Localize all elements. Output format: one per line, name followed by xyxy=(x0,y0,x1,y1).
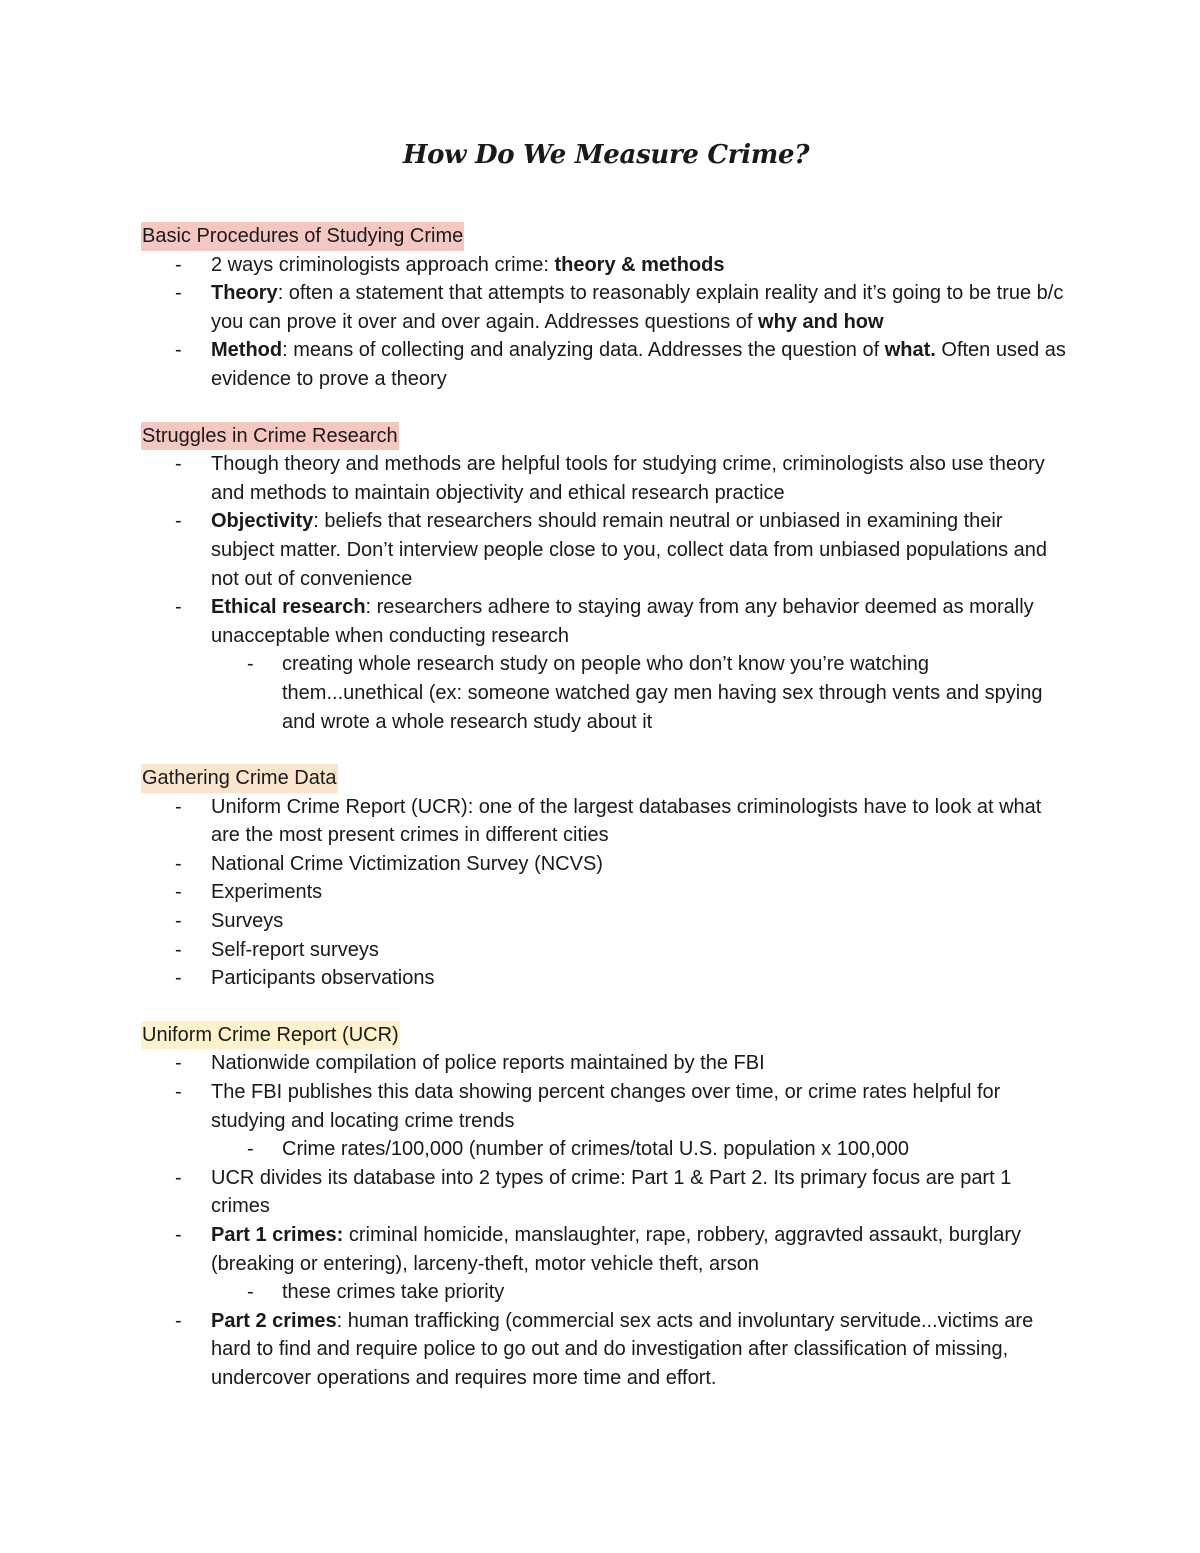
list-item xyxy=(141,450,1071,507)
sub-list-item xyxy=(141,1135,1071,1164)
bold-text: Theory xyxy=(211,282,278,305)
list-item xyxy=(141,850,1071,879)
text-run: The FBI publishes this data showing percent changes over time, or crime rates helpful for studying and locating crime trends xyxy=(211,1081,1001,1132)
section xyxy=(141,422,1071,737)
list-item xyxy=(141,793,1071,850)
text-run: Uniform Crime Report (UCR): one of the largest databases criminologists have to look at what are the most present crimes in different cities xyxy=(211,795,1042,847)
bold-text: Part 2 crimes xyxy=(211,1309,337,1332)
text-run: Nationwide compilation of police reports maintained by the FBI xyxy=(211,1052,765,1075)
list-item xyxy=(141,279,1071,336)
bold-text: Objectivity xyxy=(211,510,314,533)
document-title: How Do We Measure Crime? xyxy=(402,140,810,170)
bullet-list xyxy=(141,251,1071,394)
list-item xyxy=(141,507,1071,593)
text-run: : human trafficking (commercial sex acts and involuntary servitude...victims are hard to find and require police to go out and do investigation after classification of missing, undercover operations and requires more time and effort. xyxy=(211,1309,1034,1389)
section-heading: Gathering Crime Data xyxy=(141,764,338,793)
section-heading: Uniform Crime Report (UCR) xyxy=(141,1021,400,1050)
text-run: National Crime Victimization Survey (NCVS) xyxy=(211,852,603,875)
bullet-list xyxy=(141,1049,1071,1392)
list-item xyxy=(141,336,1071,393)
section xyxy=(141,764,1071,993)
bold-text: what. xyxy=(884,339,936,362)
section xyxy=(141,1021,1071,1393)
text-run: Often used as evidence to prove a theory xyxy=(211,339,1066,390)
bold-text: Method xyxy=(211,339,283,362)
list-item xyxy=(141,251,1071,280)
document-body xyxy=(141,222,1071,1393)
text-run: these crimes take priority xyxy=(282,1281,505,1304)
text-run: criminal homicide, manslaughter, rape, robbery, aggravted assaukt, burglary (breaking or entering), larceny-theft, motor vehicle theft, arson xyxy=(211,1224,1022,1275)
text-run: Surveys xyxy=(211,910,284,933)
text-run: Participants observations xyxy=(211,967,435,990)
text-run: creating whole research study on people who don’t know you’re watching them...unethical (ex: someone watched gay men having sex through vents and spying and wrote a whole research study about it xyxy=(282,653,1043,733)
document-page xyxy=(141,140,1071,1421)
text-run: : beliefs that researchers should remain neutral or unbiased in examining their subject matter. Don’t interview people close to you, collect data from unbiased populations and not out of convenience xyxy=(211,510,1048,590)
bold-text: why and how xyxy=(758,310,884,333)
list-item xyxy=(141,1049,1071,1078)
sub-list-item xyxy=(141,650,1071,736)
text-run: : researchers adhere to staying away from any behavior deemed as morally unacceptable when conducting research xyxy=(211,596,1034,647)
bold-text: Ethical research xyxy=(211,596,366,619)
text-run: Experiments xyxy=(211,881,323,904)
list-item xyxy=(141,878,1071,907)
section-heading: Basic Procedures of Studying Crime xyxy=(141,222,464,251)
text-run: Self-report surveys xyxy=(211,938,379,961)
sub-list-item xyxy=(141,1278,1071,1307)
text-run: : means of collecting and analyzing data. Addresses the question of xyxy=(282,339,885,362)
list-item xyxy=(141,964,1071,993)
text-run: 2 ways criminologists approach crime: xyxy=(211,253,555,276)
bold-text: Part 1 crimes: xyxy=(211,1224,344,1246)
list-item xyxy=(141,1307,1071,1393)
text-run: Though theory and methods are helpful tools for studying crime, criminologists also use theory and methods to maintain objectivity and ethical research practice xyxy=(211,453,1045,504)
list-item xyxy=(141,936,1071,965)
list-item xyxy=(141,1164,1071,1221)
list-item xyxy=(141,1221,1071,1278)
section xyxy=(141,222,1071,394)
bold-text: theory & methods xyxy=(554,253,725,276)
list-item xyxy=(141,907,1071,936)
list-item xyxy=(141,593,1071,650)
section-heading: Struggles in Crime Research xyxy=(141,422,399,451)
list-item xyxy=(141,1078,1071,1135)
bullet-list xyxy=(141,450,1071,736)
text-run: UCR divides its database into 2 types of crime: Part 1 & Part 2. Its primary focus are part 1 crimes xyxy=(211,1166,1012,1218)
bullet-list xyxy=(141,793,1071,993)
text-run: Crime rates/100,000 (number of crimes/total U.S. population x 100,000 xyxy=(282,1138,909,1161)
text-run: : often a statement that attempts to reasonably explain reality and it’s going to be true b/c you can prove it over and over again. Addresses questions of xyxy=(211,282,1064,333)
